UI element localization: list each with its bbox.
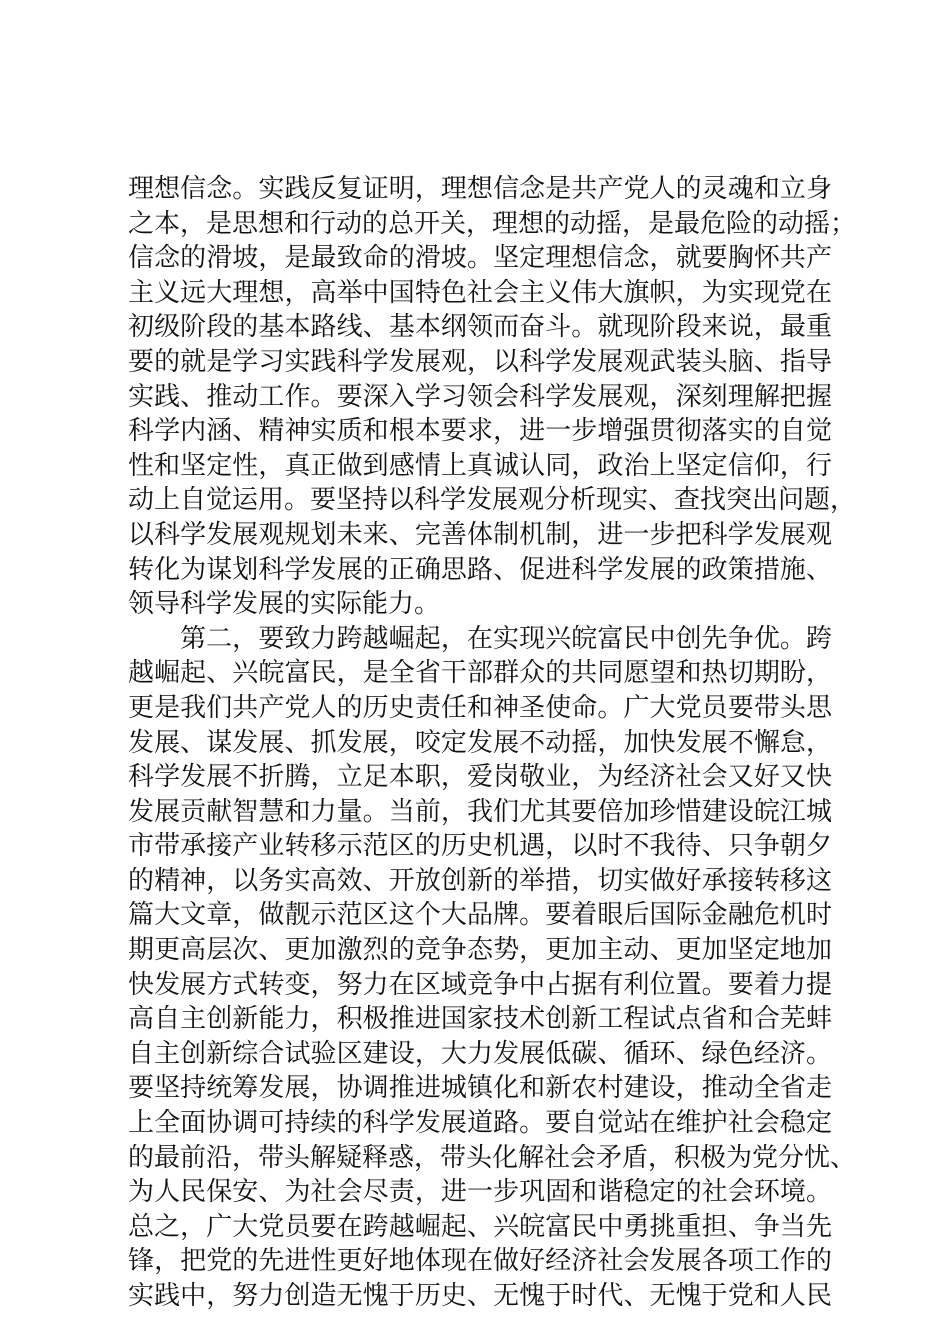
text-line: 转化为谋划科学发展的正确思路、促进科学发展的政策措施、: [128, 554, 832, 585]
text-line: 要的就是学习实践科学发展观，以科学发展观武装头脑、指导: [128, 346, 832, 377]
text-line: 主义远大理想，高举中国特色社会主义伟大旗帜，为实现党在: [128, 277, 832, 308]
text-line: 性和坚定性，真正做到感情上真诚认同，政治上坚定信仰，行: [128, 450, 832, 481]
text-line: 发展、谋发展、抓发展，咬定发展不动摇，加快发展不懈怠，: [128, 727, 832, 758]
text-line: 理想信念。实践反复证明，理想信念是共产党人的灵魂和立身: [128, 174, 832, 204]
text-line: 更是我们共产党人的历史责任和神圣使命。广大党员要带头思: [128, 692, 832, 723]
text-line: 实践中，努力创造无愧于历史、无愧于时代、无愧于党和人民: [128, 1281, 832, 1311]
text-line: 篇大文章，做靓示范区这个大品牌。要着眼后国际金融危机时: [128, 900, 832, 931]
text-line: 锋，把党的先进性更好地体现在做好经济社会发展各项工作的: [128, 1246, 832, 1277]
paragraph-end-line: 领导科学发展的实际能力。: [128, 589, 441, 620]
text-line: 越崛起、兴皖富民，是全省干部群众的共同愿望和热切期盼，: [128, 658, 832, 689]
text-line: 实践、推动工作。要深入学习领会科学发展观，深刻理解把握: [128, 381, 832, 412]
text-line: 要坚持统筹发展，协调推进城镇化和新农村建设，推动全省走: [128, 1073, 832, 1104]
body-text: [128, 172, 857, 1314]
text-line: 科学发展不折腾，立足本职，爱岗敬业，为经济社会又好又快: [128, 762, 832, 793]
text-line: 市带承接产业转移示范区的历史机遇，以时不我待、只争朝夕: [128, 831, 832, 862]
text-line: 快发展方式转变，努力在区域竞争中占据有利位置。要着力提: [128, 969, 832, 1000]
text-line: 发展贡献智慧和力量。当前，我们尤其要倍加珍惜建设皖江城: [128, 796, 832, 827]
text-line: 的精神，以务实高效、开放创新的举措，切实做好承接转移这: [128, 865, 832, 896]
text-line: 期更高层次、更加激烈的竞争态势，更加主动、更加坚定地加: [128, 935, 832, 966]
text-line: 为人民保安、为社会尽责，进一步巩固和谐稳定的社会环境。: [128, 1177, 832, 1208]
text-line: 科学内涵、精神实质和根本要求，进一步增强贯彻落实的自觉: [128, 416, 832, 447]
text-line: 信念的滑坡，是最致命的滑坡。坚定理想信念，就要胸怀共产: [128, 243, 832, 274]
text-line: 总之，广大党员要在跨越崛起、兴皖富民中勇挑重担、争当先: [128, 1211, 832, 1242]
text-line: 高自主创新能力，积极推进国家技术创新工程试点省和合芜蚌: [128, 1004, 832, 1035]
text-line: 上全面协调可持续的科学发展道路。要自觉站在维护社会稳定: [128, 1108, 832, 1139]
text-line: 之本，是思想和行动的总开关，理想的动摇，是最危险的动摇；: [128, 208, 857, 239]
paragraph-start-line: 第二，要致力跨越崛起，在实现兴皖富民中创先争优。跨: [180, 623, 832, 654]
text-line: 自主创新综合试验区建设，大力发展低碳、循环、绿色经济。: [128, 1038, 832, 1069]
text-line: 初级阶段的基本路线、基本纲领而奋斗。就现阶段来说，最重: [128, 312, 832, 343]
text-line: 动上自觉运用。要坚持以科学发展观分析现实、查找突出问题，: [128, 485, 857, 516]
text-line: 以科学发展观规划未来、完善体制机制，进一步把科学发展观: [128, 519, 832, 550]
text-line: 的最前沿，带头解疑释惑，带头化解社会矛盾，积极为党分忧、: [128, 1142, 857, 1173]
